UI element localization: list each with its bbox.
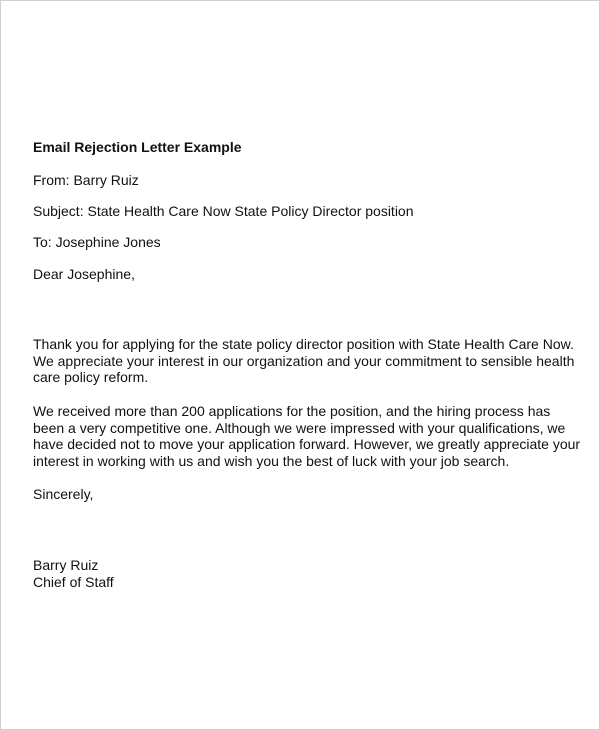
paragraph-2: [33, 403, 580, 469]
subject-line: Subject: State Health Care Now State Policy Director position: [33, 203, 414, 219]
paragraph-line: care policy reform.: [33, 369, 149, 385]
paragraph-line: We appreciate your interest in our organization and your commitment to sensible health: [33, 352, 575, 369]
signature-name: Barry Ruiz: [33, 557, 99, 573]
salutation: Dear Josephine,: [33, 266, 135, 282]
paragraph-line: been a very competitive one. Although we were impressed with your qualifications, we: [33, 419, 566, 436]
paragraph-line: have decided not to move your application forward. However, we greatly appreciate your: [33, 436, 581, 452]
signature-role: Chief of Staff: [33, 574, 114, 590]
from-line: From: Barry Ruiz: [33, 172, 139, 188]
paragraph-line: interest in working with us and wish you the best of luck with your job search.: [33, 452, 510, 469]
paragraph-line: Thank you for applying for the state policy director position with State Health Care Now.: [33, 336, 574, 352]
paragraph-line: We received more than 200 applications for the position, and the hiring process has: [33, 403, 551, 419]
closing: Sincerely,: [33, 486, 94, 502]
paragraph-1: [33, 336, 574, 386]
to-line: To: Josephine Jones: [33, 234, 161, 250]
letter-title: Email Rejection Letter Example: [33, 139, 242, 155]
